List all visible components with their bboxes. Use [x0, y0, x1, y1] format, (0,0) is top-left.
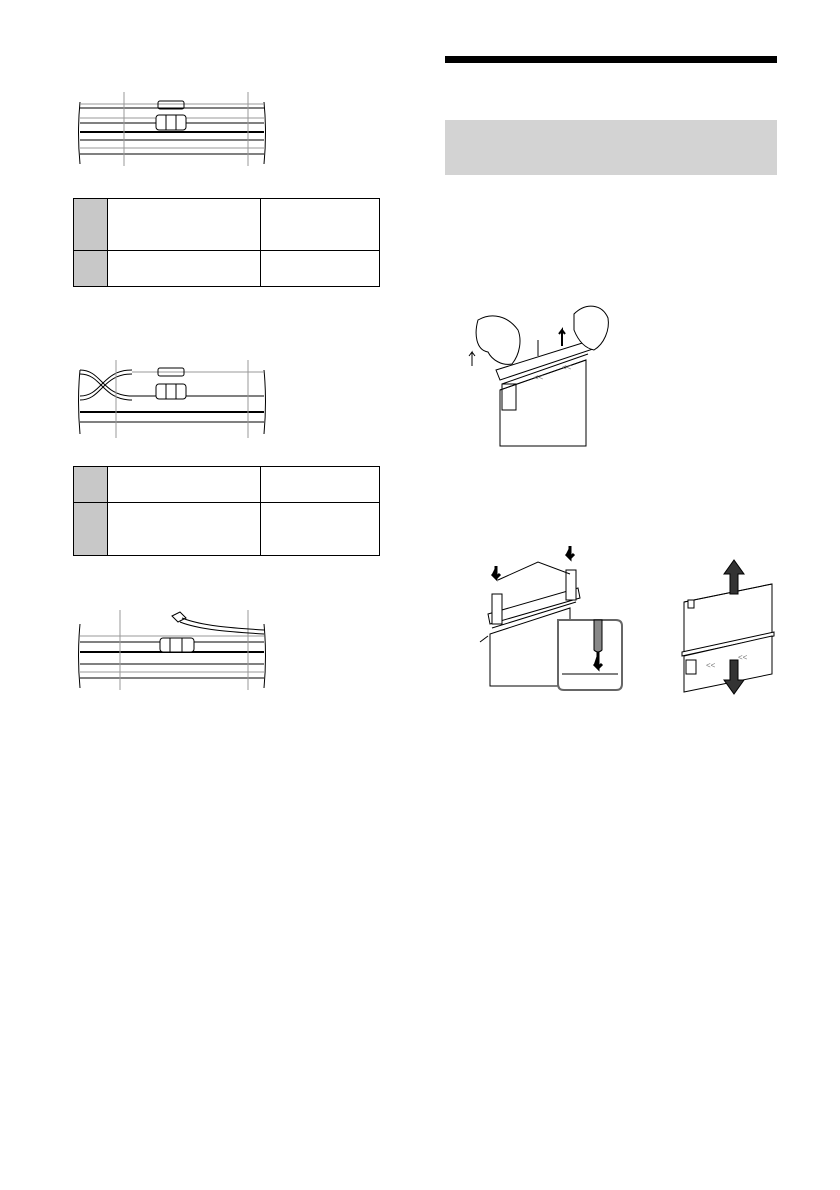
- table-row: [74, 503, 380, 556]
- cable-routing-with-lead-icon: [72, 606, 272, 690]
- spec-table-2: [73, 466, 380, 556]
- row-cell: [108, 199, 261, 251]
- row-cell: [261, 199, 380, 251]
- row-cell: [108, 503, 261, 556]
- row-tag: [74, 467, 108, 503]
- cable-figure-3: [72, 606, 272, 690]
- cable-figure-1: [72, 88, 272, 168]
- cable-figure-2: [72, 356, 272, 438]
- svg-text:<<: <<: [706, 661, 716, 670]
- svg-text:<<: <<: [534, 373, 544, 382]
- table-row: [74, 251, 380, 287]
- row-cell: [108, 467, 261, 503]
- unit-slide-apart-icon: [676, 556, 786, 698]
- row-cell: [261, 503, 380, 556]
- table-row: [74, 199, 380, 251]
- spec-table-1: [73, 198, 380, 287]
- row-tag: [74, 251, 108, 287]
- svg-text:<<: <<: [738, 653, 748, 662]
- svg-text:<<: <<: [562, 363, 572, 372]
- release-keys-insert-icon: [478, 544, 628, 692]
- removal-figure-3: [676, 556, 786, 698]
- row-cell: [261, 251, 380, 287]
- row-tag: [74, 503, 108, 556]
- removal-figure-1: [462, 300, 622, 450]
- row-cell: [261, 467, 380, 503]
- bracket-lift-hands-icon: [462, 300, 622, 450]
- removal-figure-2: [478, 544, 628, 692]
- section-heading: [445, 120, 777, 175]
- row-tag: [74, 199, 108, 251]
- row-cell: [108, 251, 261, 287]
- cable-routing-crossed-icon: [72, 356, 272, 438]
- cable-routing-straight-icon: [72, 88, 272, 168]
- table-row: [74, 467, 380, 503]
- section-rule: [445, 56, 777, 63]
